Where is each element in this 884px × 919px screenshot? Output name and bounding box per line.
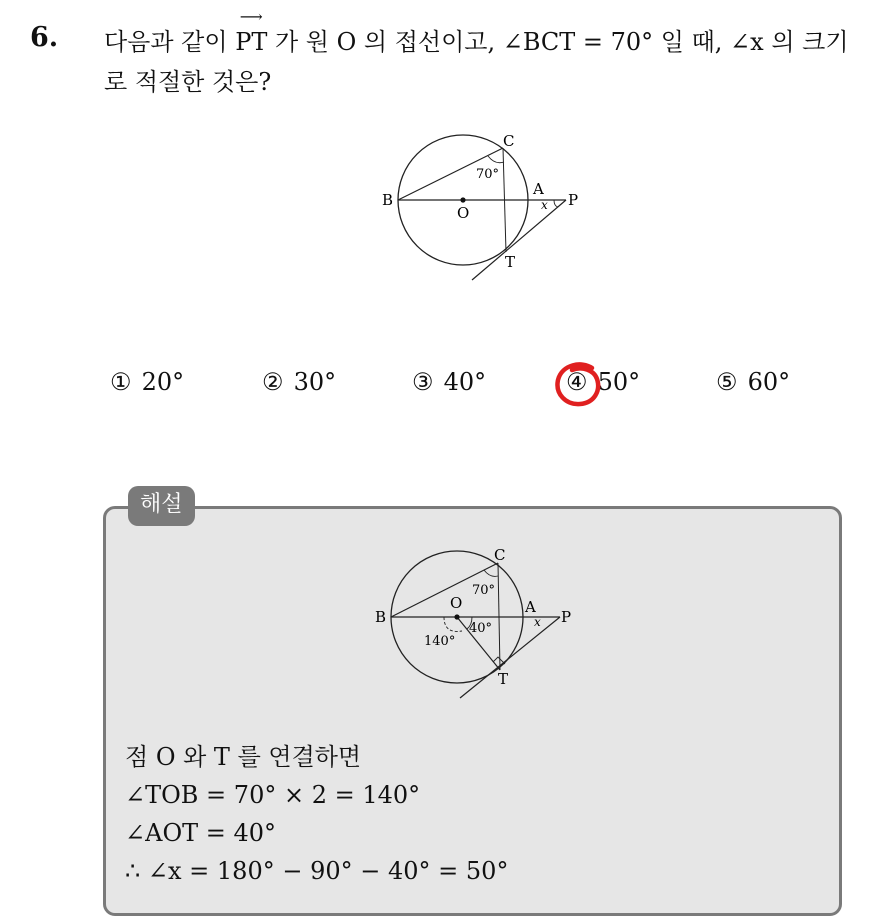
solution-label-t: T bbox=[498, 670, 509, 688]
solution-line-3: ∠AOT = 40° bbox=[125, 819, 277, 847]
vector-arrow: ⟶ bbox=[239, 7, 263, 26]
solution-figure bbox=[372, 540, 592, 705]
label-angle-70: 70° bbox=[476, 167, 500, 182]
choice-3-value: 40° bbox=[443, 368, 487, 396]
label-b: B bbox=[382, 191, 394, 209]
angle-x-arc bbox=[554, 200, 558, 207]
choice-2-value: 30° bbox=[293, 368, 337, 396]
solution-text bbox=[125, 738, 508, 890]
vector-pt bbox=[235, 7, 268, 62]
label-c: C bbox=[503, 132, 515, 150]
choice-4-mark: ④ bbox=[566, 368, 588, 396]
selected-answer-circle-mark bbox=[552, 360, 604, 410]
label-p: P bbox=[568, 191, 579, 209]
choice-5-mark: ⑤ bbox=[716, 368, 738, 396]
choice-1-mark: ① bbox=[110, 368, 132, 396]
solution-angle-70-arc bbox=[484, 570, 498, 576]
label-o: O bbox=[457, 204, 470, 222]
choice-1[interactable] bbox=[110, 368, 184, 396]
solution-label-a: A bbox=[525, 598, 536, 616]
tangent-line bbox=[472, 200, 566, 280]
solution-label-70: 70° bbox=[472, 583, 496, 598]
choice-2-mark: ② bbox=[262, 368, 284, 396]
label-t: T bbox=[505, 253, 516, 271]
solution-line-2: ∠TOB = 70° × 2 = 140° bbox=[125, 781, 421, 809]
choice-5-value: 60° bbox=[747, 368, 791, 396]
question-figure bbox=[370, 120, 590, 290]
solution-label-40: 40° bbox=[469, 621, 493, 636]
solution-line-4: ∴ ∠x = 180° − 90° − 40° = 50° bbox=[125, 857, 509, 885]
question-text-before: 다음과 같이 bbox=[104, 28, 236, 56]
answer-choices bbox=[110, 368, 850, 408]
solution-label-p: P bbox=[561, 608, 572, 626]
solution-label-140: 140° bbox=[424, 634, 456, 649]
label-x: x bbox=[541, 198, 548, 212]
question-text-after: 가 원 O 의 접선이고, ∠BCT = 70° 일 때, ∠x 의 크기로 적절한 것은? bbox=[104, 28, 849, 96]
choice-3[interactable] bbox=[412, 368, 486, 396]
solution-label-o: O bbox=[450, 594, 463, 612]
choice-3-mark: ③ bbox=[412, 368, 434, 396]
solution-label-x: x bbox=[534, 615, 541, 629]
question-text bbox=[104, 7, 869, 102]
center-dot bbox=[460, 197, 465, 202]
choice-2[interactable] bbox=[262, 368, 336, 396]
choice-4-value: 50° bbox=[597, 368, 641, 396]
angle-70-arc bbox=[488, 156, 504, 163]
solution-center-dot bbox=[454, 614, 459, 619]
vector-label: PT bbox=[235, 28, 268, 56]
label-a: A bbox=[533, 180, 544, 198]
solution-label-b: B bbox=[375, 608, 387, 626]
solution-label-c: C bbox=[494, 546, 506, 564]
question-number: 6. bbox=[30, 22, 59, 53]
choice-1-value: 20° bbox=[141, 368, 185, 396]
solution-line-1: 점 O 와 T 를 연결하면 bbox=[125, 743, 362, 771]
solution-tag: 해설 bbox=[128, 486, 195, 526]
choice-5[interactable] bbox=[716, 368, 790, 396]
